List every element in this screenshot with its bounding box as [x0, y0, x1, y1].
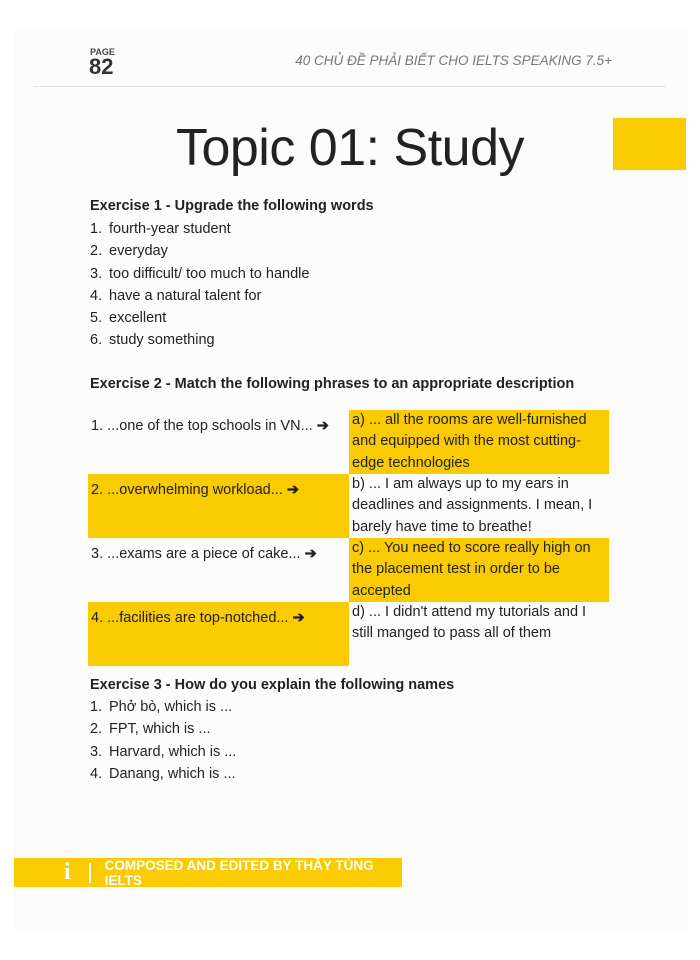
list-item	[90, 218, 309, 240]
phrase-cell	[88, 538, 349, 602]
item-text: excellent	[109, 310, 167, 327]
description-cell: c) ... You need to score really high on the placement test in order to be accepted	[349, 538, 609, 602]
page-label: PAGE	[90, 47, 115, 57]
list-item	[90, 718, 236, 740]
arrow-right-icon: ➔	[292, 610, 305, 626]
item-number: 2.	[90, 243, 103, 260]
list-item	[90, 763, 236, 785]
footer-divider	[89, 863, 91, 883]
page-title: Topic 01: Study	[175, 119, 525, 177]
item-number: 4.	[90, 765, 103, 782]
phrase-text: 2. ...overwhelming workload...	[91, 482, 283, 498]
phrase-text: 4. ...facilities are top-notched...	[91, 610, 289, 626]
list-item	[90, 285, 309, 307]
item-text: have a natural talent for	[109, 287, 262, 304]
table-row	[88, 602, 609, 666]
footer-credit: COMPOSED AND EDITED BY THẦY TÙNG IELTS	[104, 857, 374, 888]
table-row	[88, 538, 609, 602]
item-text: Harvard, which is ...	[109, 743, 237, 760]
exercise3-list	[90, 696, 236, 785]
list-item	[90, 263, 309, 285]
arrow-right-icon: ➔	[304, 546, 317, 562]
exercise3-heading: Exercise 3 - How do you explain the following names	[90, 677, 455, 693]
exercise2-heading: Exercise 2 - Match the following phrases to an appropriate description	[90, 376, 575, 392]
book-title: 40 CHỦ ĐỀ PHẢI BIẾT CHO IELTS SPEAKING 7.5+	[295, 53, 612, 68]
arrow-right-icon: ➔	[286, 482, 299, 498]
item-number: 1.	[90, 699, 103, 715]
item-number: 6.	[90, 332, 103, 349]
phrase-cell	[88, 410, 349, 474]
description-cell: a) ... all the rooms are well-furnished and equipped with the most cutting-edge technologies	[349, 410, 609, 474]
item-number: 3.	[90, 265, 103, 282]
arrow-right-icon: ➔	[316, 418, 329, 434]
item-number: 1.	[90, 221, 103, 237]
exercise1-heading: Exercise 1 - Upgrade the following words	[90, 198, 374, 214]
item-text: too difficult/ too much to handle	[109, 265, 310, 282]
item-text: everyday	[109, 243, 168, 260]
matching-table	[88, 410, 609, 666]
item-number: 3.	[90, 743, 103, 760]
footer-banner	[14, 858, 402, 887]
list-item	[90, 741, 236, 763]
table-row	[88, 410, 609, 474]
item-text: Danang, which is ...	[109, 765, 236, 782]
list-item	[90, 329, 309, 351]
header-divider	[34, 86, 666, 87]
description-cell: b) ... I am always up to my ears in deadlines and assignments. I mean, I barely have time to breathe!	[352, 476, 593, 535]
list-item	[90, 240, 309, 262]
item-number: 2.	[90, 721, 103, 738]
item-text: FPT, which is ...	[109, 721, 211, 738]
list-item	[90, 307, 309, 329]
phrase-cell	[88, 602, 349, 666]
list-item	[90, 696, 236, 718]
description-cell: d) ... I didn't attend my tutorials and I still manged to pass all of them	[352, 604, 587, 642]
phrase-text: 3. ...exams are a piece of cake...	[91, 546, 301, 562]
page-number: 82	[89, 54, 114, 79]
phrase-text: 1. ...one of the top schools in VN...	[91, 418, 313, 434]
item-text: fourth-year student	[109, 221, 231, 237]
table-row	[88, 474, 609, 538]
phrase-cell	[88, 474, 349, 538]
item-number: 4.	[90, 287, 103, 304]
exercise1-list	[90, 218, 309, 352]
item-text: study something	[109, 332, 215, 349]
info-icon: i	[64, 859, 71, 885]
item-text: Phở bò, which is ...	[109, 699, 233, 715]
item-number: 5.	[90, 310, 103, 327]
